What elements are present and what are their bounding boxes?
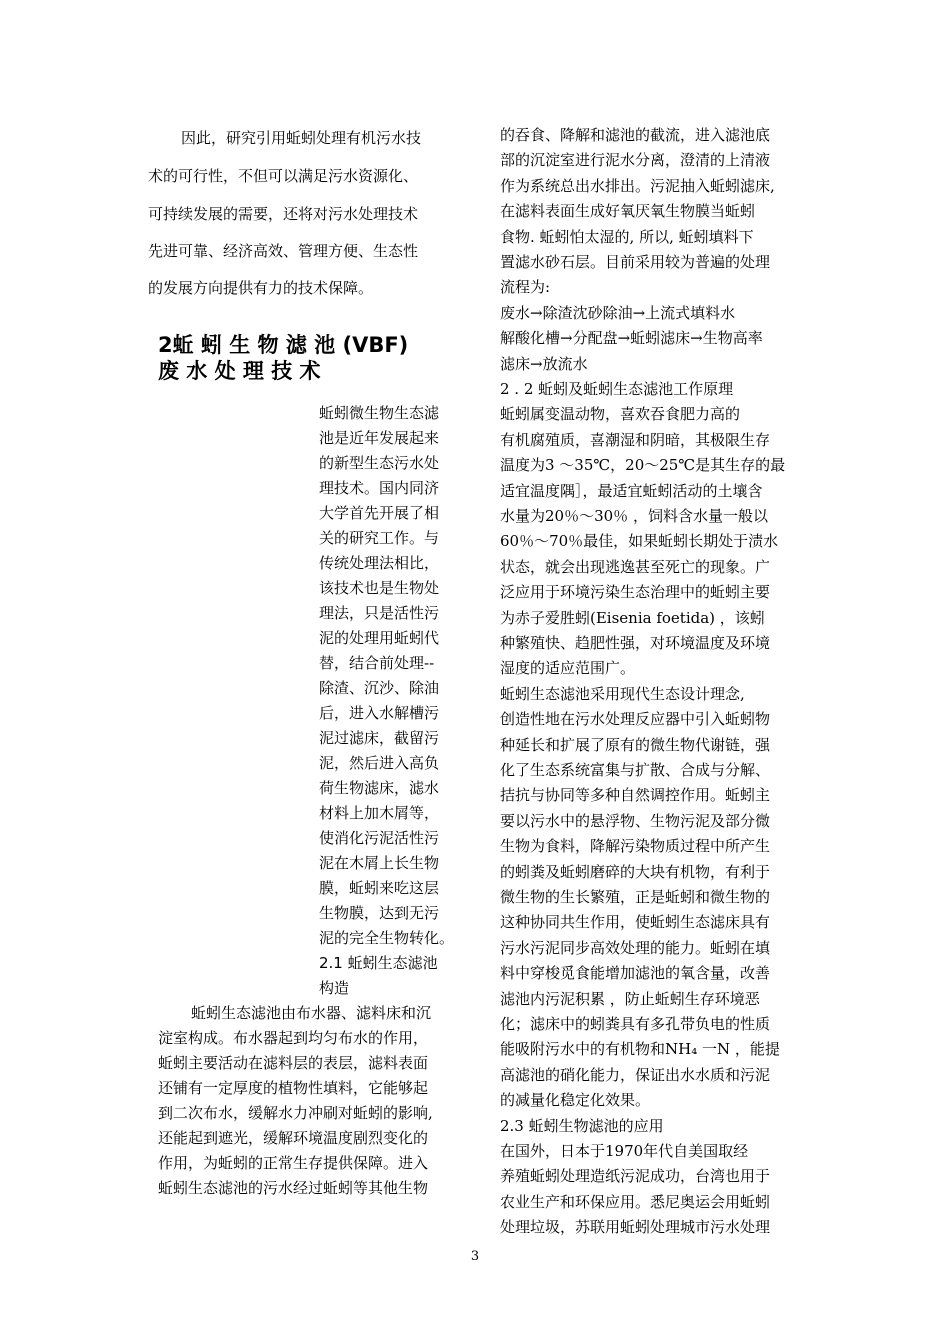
text-line: 到二次布水，缓解水力冲刷对蚯蚓的影响, — [158, 1104, 433, 1122]
text-line: 后，进入水解槽污 — [319, 704, 440, 722]
text-line: 化；滤床中的蚓粪具有多孔带负电的性质 — [500, 1015, 771, 1033]
text-line: 滤床→放流水 — [500, 355, 588, 373]
text-line: 泥的处理用蚯蚓代 — [319, 629, 440, 647]
text-line: 泥在木屑上长生物 — [319, 854, 440, 872]
text-line: 处理垃圾，苏联用蚯蚓处理城市污水处理 — [500, 1218, 771, 1236]
text-line: 蚯蚓生态滤池采用现代生态设计理念, — [500, 685, 745, 703]
text-line: 流程为: — [500, 278, 551, 296]
text-line: 还铺有一定厚度的植物性填料，它能够起 — [158, 1079, 429, 1097]
text-line: 理技术。国内同济 — [319, 479, 440, 497]
text-line: 水量为20％～30％ ，饲料含水量一般以 — [500, 507, 768, 525]
text-line: 养殖蚯蚓处理造纸污泥成功，台湾也用于 — [500, 1167, 771, 1185]
text-line: 大学首先开展了相 — [319, 504, 440, 522]
text-line: 适宜温度隅］，最适宜蚯蚓活动的土壤含 — [500, 482, 763, 500]
text-line: 种延长和扩展了原有的微生物代谢链，强 — [500, 736, 771, 754]
text-line: 2.3 蚯蚓生物滤池的应用 — [500, 1117, 664, 1135]
text-line: 要以污水中的悬浮物、生物污泥及部分微 — [500, 812, 771, 830]
text-line: 的吞食、降解和滤池的截流，进入滤池底 — [500, 126, 771, 144]
text-line: 除渣、沉沙、除油 — [319, 679, 440, 697]
text-line: 这种协同共生作用，使蚯蚓生态滤床具有 — [500, 913, 771, 931]
text-line: 因此，研究引用蚯蚓处理有机污水技 — [181, 129, 422, 147]
subsection-heading-2-1-cont: 构造 — [319, 979, 350, 997]
text-line: 创造性地在污水处理反应器中引入蚯蚓物 — [500, 710, 771, 728]
text-line: 60％～70％最佳，如果蚯蚓长期处于渍水 — [500, 532, 779, 550]
text-line: 蚯蚓生态滤池的污水经过蚯蚓等其他生物 — [158, 1179, 429, 1197]
text-line: 拮抗与协同等多种自然调控作用。蚯蚓主 — [500, 786, 771, 804]
text-line: 在国外，日本于1970年代自美国取经 — [500, 1142, 749, 1160]
text-line: 种繁殖快、趋肥性强，对环境温度及环境 — [500, 634, 771, 652]
text-line: 微生物的生长繁殖，正是蚯蚓和微生物的 — [500, 888, 771, 906]
text-line: 置滤水砂石层。目前采用较为普遍的处理 — [500, 253, 771, 271]
text-line: 蚯蚓属变温动物，喜欢吞食肥力高的 — [500, 405, 741, 423]
text-line: 温度为3 ～35℃，20～25℃是其生存的最 — [500, 456, 786, 474]
text-line: 农业生产和环保应用。悉尼奥运会用蚯蚓 — [500, 1193, 771, 1211]
text-line: 状态，就会出现逃逸甚至死亡的现象。广 — [500, 558, 771, 576]
text-line: 该技术也是生物处 — [319, 579, 440, 597]
text-line: 池是近年发展起来 — [319, 429, 440, 447]
text-line: 化了生态系统富集与扩散、合成与分解、 — [500, 761, 771, 779]
text-line: 理法，只是活性污 — [319, 604, 440, 622]
text-line: 术的可行性，不但可以满足污水资源化、 — [148, 167, 419, 185]
text-line: 高滤池的硝化能力，保证出水水质和污泥 — [500, 1066, 771, 1084]
text-line: 能吸附污水中的有机物和NH₄ 一N ，能提 — [500, 1040, 780, 1058]
text-line: 的发展方向提供有力的技术保障。 — [148, 279, 374, 297]
page-number: 3 — [470, 1249, 480, 1264]
text-line: 在滤料表面生成好氧厌氧生物膜当蚯蚓 — [500, 202, 756, 220]
text-line: 作为系统总出水排出。污泥抽入蚯蚓滤床, — [500, 177, 775, 195]
text-line: 泥过滤床，截留污 — [319, 729, 440, 747]
text-line: 的减量化稳定化效果。 — [500, 1091, 651, 1109]
section-heading-line2: 废 水 处 理 技 术 — [158, 359, 321, 383]
text-line: 为赤子爱胜蚓(Eisenia foetida) ，该蚓 — [500, 609, 765, 627]
text-line: 生物膜，达到无污 — [319, 904, 440, 922]
text-line: 生物为食料，降解污染物质过程中所产生 — [500, 837, 771, 855]
text-line: 还能起到遮光，缓解环境温度剧烈变化的 — [158, 1129, 429, 1147]
text-line: 泥，然后进入高负 — [319, 754, 440, 772]
text-line: 传统处理法相比， — [319, 554, 440, 572]
text-line: 泥的完全生物转化。 — [319, 929, 455, 947]
text-line: 滤池内污泥积累 ，防止蚯蚓生存环境恶 — [500, 990, 760, 1008]
text-line: 先进可靠、经济高效、管理方便、生态性 — [148, 242, 419, 260]
text-line: 2 . 2 蚯蚓及蚯蚓生态滤池工作原理 — [500, 380, 734, 398]
text-line: 替，结合前处理-- — [319, 654, 435, 672]
text-line: 湿度的适应范围广。 — [500, 659, 636, 677]
section-heading-line1: 2蚯 蚓 生 物 滤 池 (VBF) — [158, 333, 409, 357]
text-line: 有机腐殖质，喜潮湿和阴暗，其极限生存 — [500, 431, 771, 449]
text-line: 膜，蚯蚓来吃这层 — [319, 879, 440, 897]
text-line: 可持续发展的需要，还将对污水处理技术 — [148, 205, 419, 223]
text-line: 荷生物滤床，滤水 — [319, 779, 440, 797]
text-line: 的新型生态污水处 — [319, 454, 440, 472]
text-line: 蚯蚓主要活动在滤料层的表层，滤料表面 — [158, 1054, 429, 1072]
text-line: 材料上加木屑等， — [319, 804, 440, 822]
subsection-heading-2-1: 2.1 蚯蚓生态滤池 — [319, 954, 438, 972]
text-line: 蚯蚓生态滤池由布水器、滤料床和沉 — [191, 1004, 432, 1022]
text-line: 使消化污泥活性污 — [319, 829, 440, 847]
text-line: 部的沉淀室进行泥水分离，澄清的上清液 — [500, 151, 771, 169]
text-line: 食物. 蚯蚓怕太湿的, 所以, 蚯蚓填料下 — [500, 228, 754, 246]
text-line: 作用，为蚯蚓的正常生存提供保障。进入 — [158, 1154, 429, 1172]
text-line: 蚯蚓微生物生态滤 — [319, 404, 440, 422]
text-line: 淀室构成。布水器起到均匀布水的作用， — [158, 1029, 429, 1047]
text-line: 解酸化槽→分配盘→蚯蚓滤床→生物高率 — [500, 329, 763, 347]
text-line: 泛应用于环境污染生态治理中的蚯蚓主要 — [500, 583, 771, 601]
text-line: 废水→除渣沈砂除油→上流式填料水 — [500, 304, 736, 322]
text-line: 料中穿梭觅食能增加滤池的氧含量，改善 — [500, 964, 771, 982]
text-line: 污水污泥同步高效处理的能力。蚯蚓在填 — [500, 939, 771, 957]
text-line: 关的研究工作。与 — [319, 529, 440, 547]
text-line: 的蚓粪及蚯蚓磨碎的大块有机物，有利于 — [500, 863, 771, 881]
